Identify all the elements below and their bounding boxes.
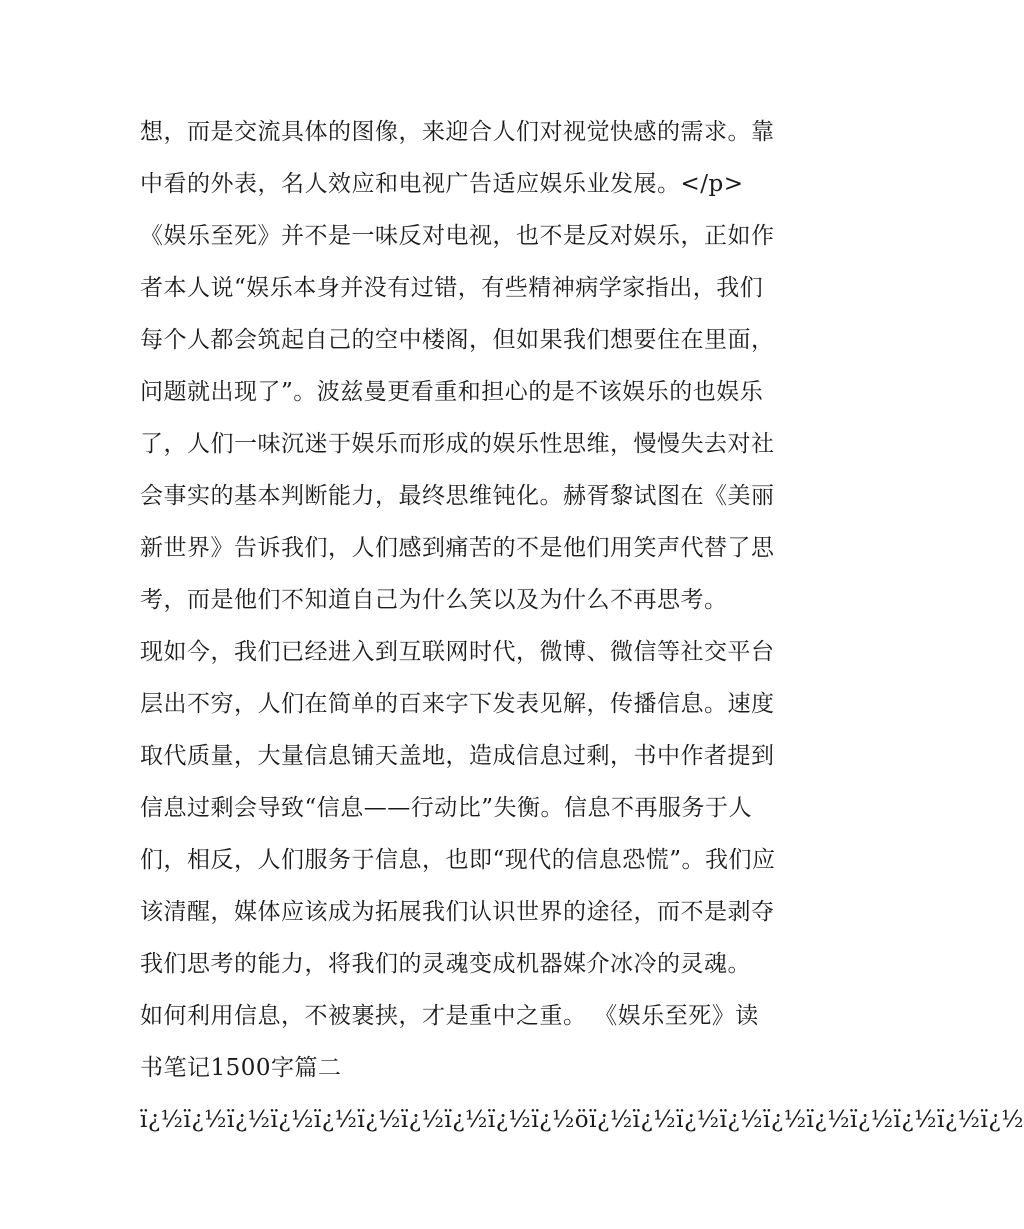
text-line: 了，人们一味沉迷于娱乐而形成的娱乐性思维，慢慢失去对社 (140, 431, 775, 457)
text-line: 问题就出现了”。波兹曼更看重和担心的是不该娱乐的也娱乐 (140, 379, 764, 405)
text-line: 《娱乐至死》并不是一味反对电视，也不是反对娱乐，正如作 (140, 223, 775, 249)
text-line: 们，相反，人们服务于信息，也即“现代的信息恐慌”。我们应 (140, 847, 776, 873)
text-line: 每个人都会筑起自己的空中楼阁，但如果我们想要住在里面， (140, 327, 775, 353)
body-text (140, 106, 1024, 1146)
text-line: 新世界》告诉我们，人们感到痛苦的不是他们用笑声代替了思 (140, 535, 775, 561)
text-line: 我们思考的能力，将我们的灵魂变成机器媒介冰冷的灵魂。 (140, 951, 751, 977)
text-line: 信息过剩会导致“信息——行动比”失衡。信息不再服务于人 (140, 795, 753, 821)
text-line: 考，而是他们不知道自己为什么笑以及为什么不再思考。 (140, 587, 728, 613)
text-line: 层出不穷，人们在简单的百来字下发表见解，传播信息。速度 (140, 691, 775, 717)
text-line: 者本人说“娱乐本身并没有过错，有些精神病学家指出，我们 (140, 275, 764, 301)
text-line: 该清醒，媒体应该成为拓展我们认识世界的途径，而不是剥夺 (140, 899, 775, 925)
garbled-text-line: ï¿½ï¿½ï¿½ï¿½ï¿½ï¿½ï¿½ï¿½ï¿½ï¿½öï¿½ï¿½ï¿½ï¿½ï¿½ï¿½ï¿½ï¿½ï¿½ï¿½ (140, 1107, 1024, 1133)
text-line: 想，而是交流具体的图像，来迎合人们对视觉快感的需求。靠 (140, 119, 775, 145)
text-line: 取代质量，大量信息铺天盖地，造成信息过剩，书中作者提到 (140, 743, 775, 769)
text-line: 如何利用信息，不被裹挟，才是重中之重。 《娱乐至死》读 (140, 1003, 759, 1029)
section-title: 书笔记1500字篇二 (140, 1055, 342, 1081)
text-line: 中看的外表，名人效应和电视广告适应娱乐业发展。</p> (140, 171, 744, 197)
text-line: 现如今，我们已经进入到互联网时代，微博、微信等社交平台 (140, 639, 775, 665)
text-line: 会事实的基本判断能力，最终思维钝化。赫胥黎试图在《美丽 (140, 483, 775, 509)
